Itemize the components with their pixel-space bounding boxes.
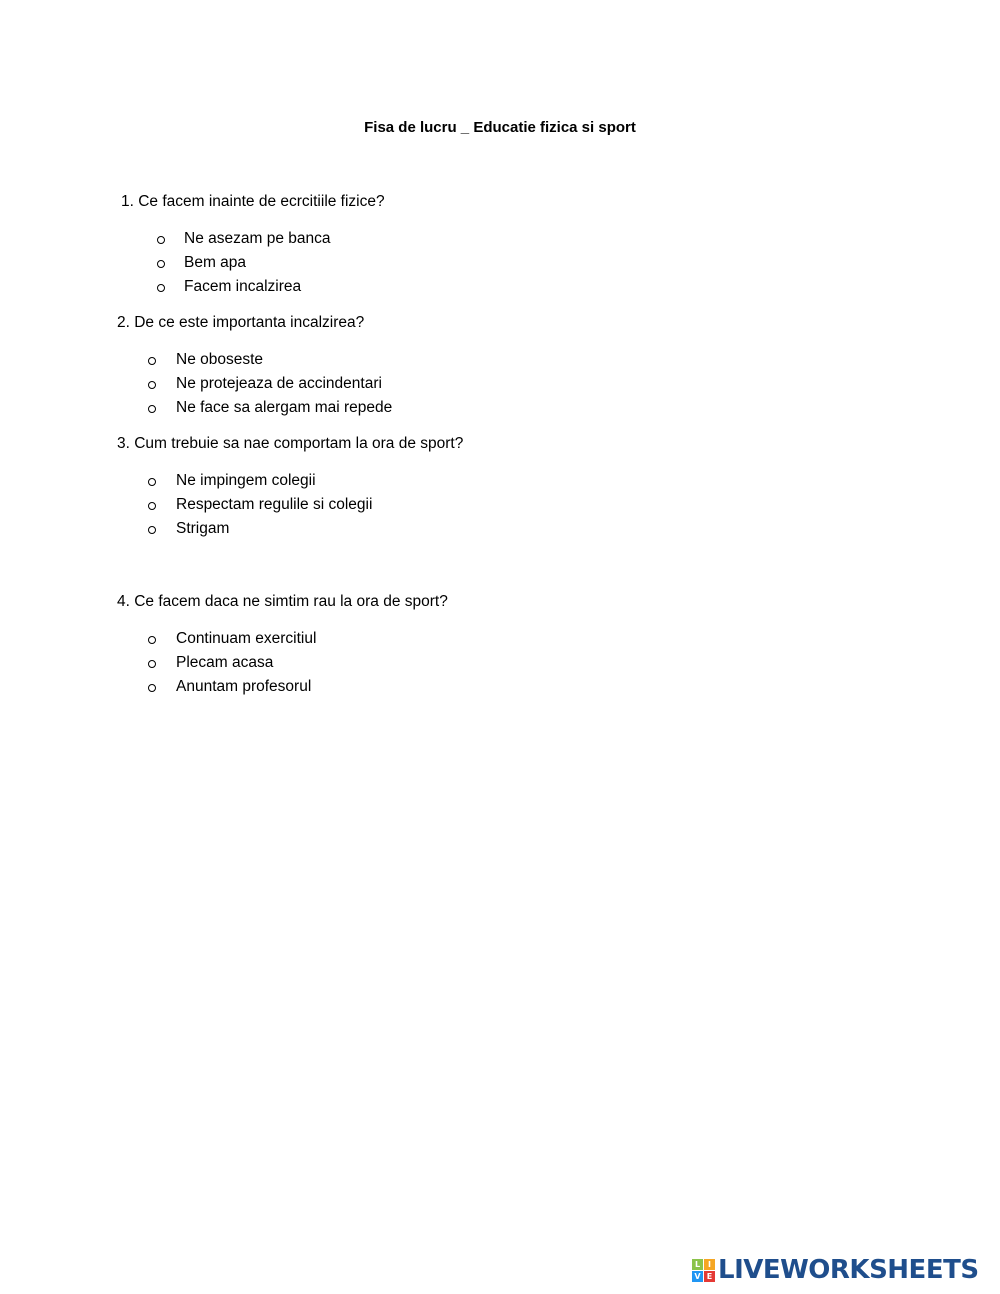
page-title: Fisa de lucru _ Educatie fizica si sport [364,119,636,136]
option-1-2: Bem apa [184,254,247,271]
circle-bullet-icon [157,236,165,244]
option-4-2: Plecam acasa [176,654,274,671]
question-3: 3. Cum trebuie sa nae comportam la ora de sport? [117,435,464,452]
circle-bullet-icon [148,381,156,389]
circle-bullet-icon [148,502,156,510]
circle-bullet-icon [148,405,156,413]
option-2-1: Ne oboseste [176,351,264,368]
circle-bullet-icon [157,284,165,292]
circle-bullet-icon [157,260,165,268]
question-2: 2. De ce este importanta incalzirea? [117,314,365,331]
question-4: 4. Ce facem daca ne simtim rau la ora de sport? [117,593,448,610]
option-4-1: Continuam exercitiul [176,630,317,647]
option-1-3: Facem incalzirea [184,278,302,295]
option-3-2: Respectam regulile si colegii [176,496,373,513]
liveworksheets-logo [692,1255,979,1285]
logo-mark-letter: L [692,1259,703,1270]
logo-mark-letter: V [692,1271,703,1282]
option-2-3: Ne face sa alergam mai repede [176,399,393,416]
option-1-1: Ne asezam pe banca [184,230,331,247]
logo-mark-letter: I [704,1259,715,1270]
option-2-2: Ne protejeaza de accindentari [176,375,382,392]
circle-bullet-icon [148,684,156,692]
question-1: 1. Ce facem inainte de ecrcitiile fizice? [121,193,385,210]
circle-bullet-icon [148,636,156,644]
logo-mark-letter: E [704,1271,715,1282]
option-3-3: Strigam [176,520,230,537]
circle-bullet-icon [148,526,156,534]
option-3-1: Ne impingem colegii [176,472,316,489]
option-4-3: Anuntam profesorul [176,678,312,695]
circle-bullet-icon [148,357,156,365]
logo-text: LIVEWORKSHEETS [718,1255,979,1285]
logo-mark-icon [692,1259,715,1282]
circle-bullet-icon [148,478,156,486]
circle-bullet-icon [148,660,156,668]
